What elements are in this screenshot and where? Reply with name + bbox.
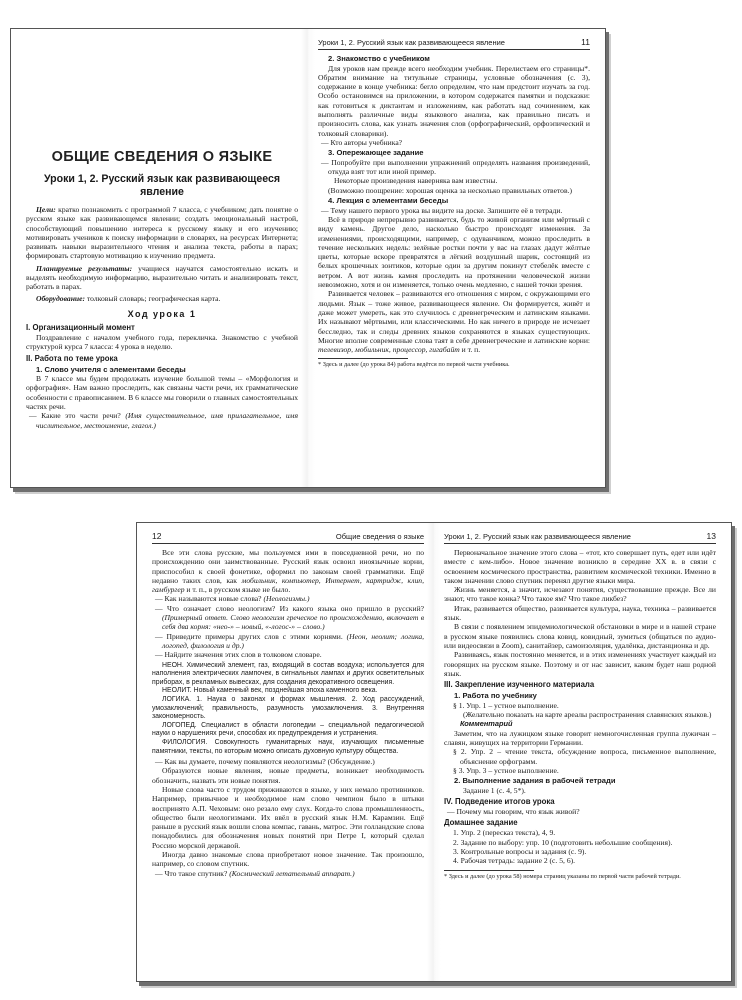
equipment-paragraph — [26, 294, 298, 303]
paragraph: Для уроков нам прежде всего необходим учебник. Перелистаем его страницы*. Обратим внимание на титульные страницы, условные обозначения (с. 3), содержание в конце учебника: бегло определим, что нам предстоит изучать за год. Особо остановимся на приложении, в котором содержатся памятки и подсказки: как готовиться к диктантам и изложениям, как работать над сочинением, как выполнять различные виды языкового анализа, как правильно писать и произносить слова, как узнать значения слов (орфографический, орфоэпический и толковый словарики). — [318, 63, 590, 138]
footnote-rule — [318, 358, 408, 359]
stage-heading: II. Работа по теме урока — [26, 353, 118, 363]
question — [26, 411, 298, 430]
dictionary-definition: НЕОЛИТ. Новый каменный век, позднейшая эпоха каменного века. — [162, 687, 378, 695]
answer-text: (Примерный ответ. Слово неологизм греческое по происхождению, включает в себя два корня: «нео-» – новый, «-логос-» – слово.) — [162, 613, 424, 632]
goals-text: кратко познакомить с программой 7 класса, с учебником; дать понятие о русском языке как развивающемся явлении; создать эмоциональный настрой, способствующий повышению интереса к русскому языку и его изучению; мотивировать учеников к поиску информации в словарях, на ресурсах Интернета; развивать навыки выразительного чтения и анализа текста, работы в парах; формировать стартовую мотивацию к изучению предмета. — [26, 205, 298, 261]
paragraph: Задание 1 (с. 4, 5*). — [463, 785, 526, 795]
paragraph: Новые слова часто с трудом приживаются в языке, у них немало противников. Например, привычное и необходимое нам слово чемпион было в штыки воспринято А.П. Чеховым: оно резало ему слух. Когда-то слова промышленность, общество были неологизмами. Их ввёл в русский язык Н.М. Карамзин. Ещё раньше в русский язык вошли слова компас, гавань, матрос. Эти голландские слова понадобились для обозначения новых понятий при Петре I, который сделал Россию морской державой. — [152, 784, 424, 850]
paragraph: Иногда давно знакомые слова приобретают новое значение. Так произошло, например, со словом спутник. — [152, 850, 424, 869]
running-header — [444, 531, 716, 544]
page-10 — [11, 29, 308, 487]
goals-label: Цели: — [36, 205, 56, 214]
question-text: — Как называются новые слова? — [155, 594, 264, 604]
homework-item: 3. Контрольные вопросы и задания (с. 9). — [453, 847, 587, 857]
answer-text: (Неологизмы.) — [263, 594, 310, 604]
paragraph — [152, 548, 424, 594]
page-fold — [301, 29, 315, 487]
top-spread — [10, 28, 606, 488]
question: — Как вы думаете, почему появляются неологизмы? (Обсуждение.) — [155, 757, 375, 767]
page-number: 12 — [152, 531, 162, 541]
subsection-heading: 1. Слово учителя с элементами беседы — [36, 364, 186, 374]
lesson-course-heading: Ход урока 1 — [127, 308, 197, 319]
question-text: — Что такое спутник? — [155, 868, 230, 878]
question — [152, 632, 424, 651]
paragraph-text: и т. п. — [459, 345, 481, 355]
results-label: Планируемые результаты: — [36, 263, 133, 273]
paragraph: Поздравление с началом учебного года, перекличка. Знакомство с учебной структурой курса 7 класса: 4 урока в неделю. — [26, 332, 298, 352]
comment-heading: Комментарий — [460, 719, 513, 729]
paragraph: Итак, развивается общество, развивается культура, наука, техника – развивается язык. — [444, 603, 716, 623]
question: — Почему мы говорим, что язык живой? — [447, 807, 580, 817]
equipment-label: Оборудование: — [36, 293, 86, 303]
homework-item: 4. Рабочая тетрадь: задание 2 (с. 5, 6). — [453, 856, 576, 866]
running-header — [318, 37, 590, 50]
paragraph: Заметим, что на лужицком языке говорит немногочисленная группа лужичан – славян, живущих на территории Германии. — [444, 728, 716, 748]
stage-heading: I. Организационный момент — [26, 322, 135, 332]
lesson-title: Уроки 1, 2. Русский язык как развивающееся явление — [43, 173, 281, 198]
paragraph: (Возможно поощрение: хорошая оценка за несколько правильных ответов.) — [328, 185, 572, 195]
answer-text: (Неон, неолит; логика, логопед, филология и др.) — [162, 631, 425, 650]
paragraph-text: и т. п., в русском языке не было. — [184, 585, 291, 595]
results-text: учащиеся научатся самостоятельно искать и выделять необходимую информацию, выразительно читать и анализировать текст, работать в парах. — [26, 263, 298, 292]
dictionary-definition: ФИЛОЛОГИЯ. Совокупность гуманитарных наук, изучающих письменные памятники, тексты, по которым можно описать духовную культуру общества. — [152, 738, 424, 755]
page-12 — [137, 523, 434, 981]
question: — Кто авторы учебника? — [321, 137, 403, 147]
question-text: — Приведите примеры других слов с этими корнями. — [155, 631, 347, 641]
running-header — [152, 531, 424, 544]
footnote-rule — [444, 870, 534, 871]
paragraph: Некоторые произведения наверняка вам известны. — [334, 176, 498, 186]
dictionary-definition: ЛОГОПЕД. Специалист в области логопедии – специальной педагогической науки о нарушениях речи, способах их предупреждения и устранения. — [152, 721, 424, 738]
page-11 — [308, 29, 605, 487]
header-text: Уроки 1, 2. Русский язык как развивающееся явление — [318, 38, 505, 47]
subsection-heading: 2. Знакомство с учебником — [328, 54, 430, 63]
paragraph: Жизнь меняется, а значит, исчезают понятия, существовавшие прежде. Все ли знают, что такое конка? Что такое ям? Что такое ликбез? — [444, 585, 716, 604]
question: — Попробуйте при выполнении упражнений определять названия произведений, откуда взят тот или иной пример. — [321, 157, 590, 177]
homework-heading: Домашнее задание — [444, 818, 518, 828]
question: — Тему нашего первого урока вы видите на доске. Запишите её в тетради. — [321, 205, 563, 215]
stage-heading: IV. Подведение итогов урока — [444, 797, 555, 807]
paragraph: В 7 классе мы будем продолжать изучение большой темы – «Морфология и орфография». Нам важно проследить, как связаны части речи, их грамматические особенности с правописанием. В 6 классе мы говорили о главных самостоятельных частях речи. — [26, 374, 298, 412]
exercise: § 2. Упр. 2 – чтение текста, обсуждение вопроса, письменное выполнение, объяснение орфограмм. — [453, 747, 716, 766]
page-13 — [434, 523, 731, 981]
question: — Найдите значения этих слов в толковом словаре. — [155, 650, 322, 660]
goals-paragraph — [26, 205, 298, 261]
stage-heading: III. Закрепление изученного материала — [444, 680, 595, 690]
dictionary-definition: НЕОН. Химический элемент, газ, входящий в состав воздуха; используется для наполнения электрических лампочек, в сигнальных лампах и других осветительных приборах, в рекламных вывесках, для создания декоративного освещения. — [152, 661, 424, 686]
page-number: 11 — [581, 37, 590, 47]
bottom-spread — [136, 522, 732, 982]
homework-item: 1. Упр. 2 (пересказ текста), 4, 9. — [453, 828, 556, 838]
section-title: ОБЩИЕ СВЕДЕНИЯ О ЯЗЫКЕ — [51, 149, 273, 165]
equipment-text: толковый словарь; географическая карта. — [85, 293, 221, 303]
header-text: Общие сведения о языке — [335, 532, 424, 541]
subsection-heading: 3. Опережающее задание — [328, 148, 424, 158]
question-text: — Какие это части речи? — [29, 411, 126, 421]
footnote: * Здесь и далее (до урока 84) работа ведётся по первой части учебника. — [318, 361, 510, 369]
footnote: * Здесь и далее (до урока 58) номера страниц указаны по первой части рабочей тетради. — [444, 872, 681, 880]
answer-text: (Космический летательный аппарат.) — [229, 868, 355, 878]
paragraph: В связи с появлением эпидемиологической обстановки в мире и в нашей стране в русском языке появились слова ковид, ковидный, зумиться (общаться по аудио- или видеосвязи в Zoom), санитайзер, самоизоляция, удалёнка, дистанционка и др. — [444, 622, 716, 650]
paragraph: Первоначальное значение этого слова – «тот, кто совершает путь, едет или идёт вместе с кем-либо». Новое значение возникло в середине XX в. в связи с освоением космического пространства, развитием космической техники. Именно в таком значении слово спутник перенял другие языки мира. — [444, 548, 716, 585]
question — [152, 604, 424, 632]
question — [152, 594, 424, 603]
results-paragraph — [26, 264, 298, 292]
answer-text: (Имя существительное, имя прилагательное, имя числительное, местоимение, глагол.) — [36, 411, 298, 430]
paragraph: Развиваясь, язык постоянно меняется, и в этих изменениях участвует каждый из говорящих на русском языке. Поэтому и от нас зависит, каким будет наш родной язык. — [444, 650, 716, 678]
dictionary-definition: ЛОГИКА. 1. Наука о законах и формах мышления. 2. Ход рассуждений, умозаключений; правильность, разумность умозаключения. 3. Внутренняя закономерность. — [152, 695, 424, 721]
paragraph: (Желательно показать на карте ареалы распространения славянских языков.) — [463, 710, 712, 720]
question-text: — Что означает слово неологизм? Из какого языка оно пришло в русский? — [155, 603, 424, 613]
paragraph-text: Развивается человек – развиваются его отношения с миром, с окружающими его людьми. Язык – тоже живое, развивающееся явление. Он формируется, живёт и даже может умереть, как это случилось с древнегреческим и латинским языками. Их называют мёртвыми, или классическими. Но как ничего в природе не исчезает бесследно, так и следы древних языков сохраняются в языках существующих. Многие вполне современные слова таят в себе древнегреческие и латинские корни: — [318, 289, 590, 345]
page-fold — [427, 523, 441, 981]
homework-item: 2. Задание по выбору: упр. 10 (подготовить небольшие сообщения). — [453, 837, 673, 847]
paragraph — [318, 289, 590, 354]
subsection-heading: 1. Работа по учебнику — [454, 691, 537, 701]
example-words: телевизор, мобильник, процессор, гигабайт — [318, 345, 460, 355]
exercise: § 1. Упр. 1 – устное выполнение. — [453, 700, 559, 710]
subsection-heading: 2. Выполнение задания в рабочей тетради — [454, 776, 616, 786]
paragraph: Образуются новые явления, новые предметы, возникает необходимость обозначить, назвать эти новые понятия. — [152, 766, 424, 785]
paragraph-text: Все эти слова русские, мы пользуемся ими в повседневной речи, но по происхождению они заимствованные. Русский язык освоил иноязычные корни, приспособил к своей фонетике, оформил по законам своей грамматики. Ещё недавно таких слов, как — [152, 548, 424, 585]
exercise: § 3. Упр. 3 – устное выполнение. — [453, 765, 559, 775]
question — [152, 869, 424, 878]
paragraph: Всё в природе непрерывно развивается, будь то живой организм или мёртвый с виду камень. Другое дело, насколько быстро происходят изменения. За изменениями, происходящими, например, с одуванчиком, можно проследить в течение нескольких недель: зелёные ростки почти у вас на глазах дадут жёлтые цветы, которые вскоре превратятся в лёгкий воздушный шарик, состоящий из белых крошечных зонтиков, которые один за другим покинут стебелёк вместе с ветром. А вот жизнь камня проследить на протяжении человеческой жизни невозможно, хотя и он изменяется, только очень медленно, с нашей точки зрения. — [318, 214, 590, 290]
page-number: 13 — [706, 531, 716, 541]
header-text: Уроки 1, 2. Русский язык как развивающееся явление — [444, 532, 631, 541]
subsection-heading: 4. Лекция с элементами беседы — [328, 196, 449, 206]
example-words: мобильник, компьютер, Интернет, картридж, клип, гамбургер — [152, 575, 424, 595]
